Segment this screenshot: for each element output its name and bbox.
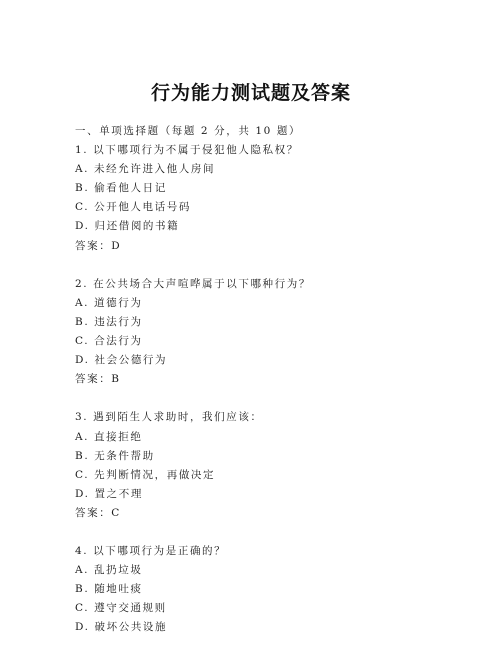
option-d: D. 置之不理 [75, 487, 143, 500]
question-stem: 4. 以下哪项行为是正确的？ [75, 545, 227, 558]
option-a: A. 道德行为 [75, 296, 143, 309]
option-b: B. 偷看他人日记 [75, 182, 167, 195]
question-3 [75, 408, 475, 523]
section-heading: 一、单项选择题（每题 2 分，共 10 题） [75, 125, 302, 137]
option-c: C. 公开他人电话号码 [75, 201, 191, 214]
option-c: C. 合法行为 [75, 335, 143, 348]
option-a: A. 乱扔垃圾 [75, 564, 143, 577]
spacer [75, 523, 475, 542]
option-d: D. 社会公德行为 [75, 354, 168, 367]
option-b: B. 随地吐痰 [75, 583, 143, 596]
option-c: C. 遵守交通规则 [75, 602, 167, 615]
document-body [75, 122, 475, 638]
spacer [75, 256, 475, 275]
option-c: C. 先判断情况，再做决定 [75, 468, 216, 481]
answer: 答案：B [75, 373, 121, 386]
question-4 [75, 542, 475, 637]
option-d: D. 归还借阅的书籍 [75, 220, 180, 233]
question-2 [75, 275, 475, 390]
question-stem: 2. 在公共场合大声喧哗属于以下哪种行为？ [75, 277, 311, 290]
option-d: D. 破坏公共设施 [75, 621, 168, 634]
spacer [75, 389, 475, 408]
question-1 [75, 141, 475, 256]
question-stem: 1. 以下哪项行为不属于侵犯他人隐私权？ [75, 144, 299, 157]
answer: 答案：D [75, 239, 122, 252]
option-a: A. 直接拒绝 [75, 430, 143, 443]
option-b: B. 违法行为 [75, 315, 143, 328]
question-stem: 3. 遇到陌生人求助时，我们应该： [75, 411, 263, 424]
option-a: A. 未经允许进入他人房间 [75, 163, 216, 176]
answer: 答案：C [75, 506, 121, 519]
document-title: 行为能力测试题及答案 [150, 82, 351, 104]
option-b: B. 无条件帮助 [75, 449, 155, 462]
